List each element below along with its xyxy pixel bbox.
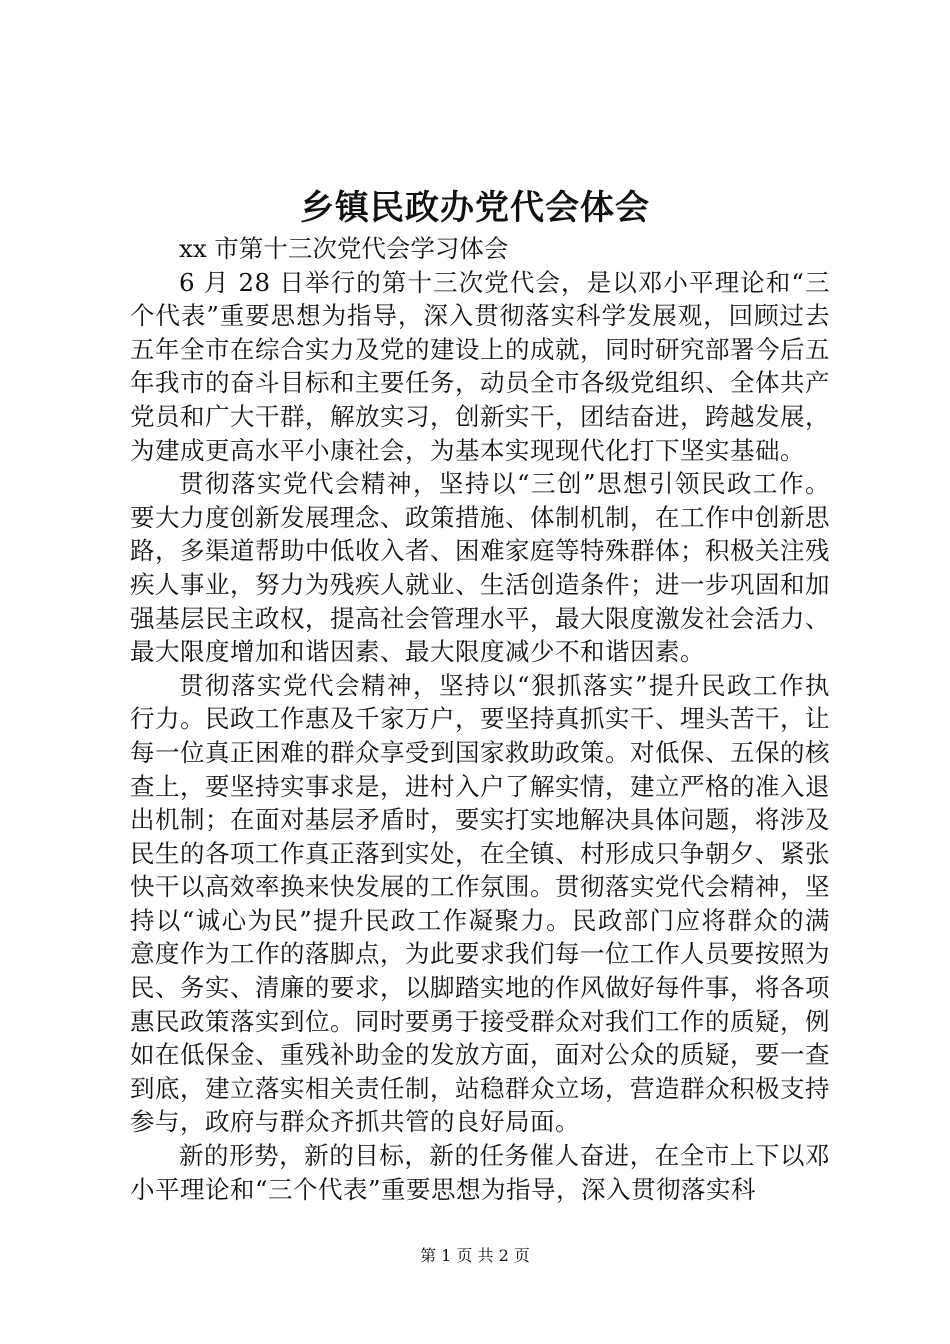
page-footer: 第 1 页 共 2 页 <box>420 1246 530 1265</box>
document-body <box>130 232 830 1206</box>
paragraph-1: 6 月 28 日举行的第十三次党代会，是以邓小平理论和“三个代表”重要思想为指导，深入贯彻落实科学发展观，回顾过去五年全市在综合实力及党的建设上的成就，同时研究部署今后五年我市的奋斗目标和主要任务，动员全市各级党组织、全体共产党员和广大干群，解放实习，创新实干，团结奋进，跨越发展，为建成更高水平小康社会，为基本实现现代化打下坚实基础。 <box>130 267 830 465</box>
document-subtitle: xx 市第十三次党代会学习体会 <box>179 234 509 263</box>
paragraph-2: 贯彻落实党代会精神，坚持以“三创”思想引领民政工作。要大力度创新发展理念、政策措施、体制机制，在工作中创新思路，多渠道帮助中低收入者、困难家庭等特殊群体；积极关注残疾人事业，努力为残疾人就业、生活创造条件；进一步巩固和加强基层民主政权，提高社会管理水平，最大限度激发社会活力、最大限度增加和谐因素、最大限度减少不和谐因素。 <box>130 469 830 667</box>
document-title: 乡镇民政办党代会体会 <box>300 188 650 228</box>
paragraph-4: 新的形势，新的目标，新的任务催人奋进，在全市上下以邓小平理论和“三个代表”重要思想为指导，深入贯彻落实科 <box>130 1141 830 1204</box>
paragraph-3: 贯彻落实党代会精神，坚持以“狠抓落实”提升民政工作执行力。民政工作惠及千家万户，要坚持真抓实干、埋头苦干，让每一位真正困难的群众享受到国家救助政策。对低保、五保的核查上，要坚持实事求是，进村入户了解实情，建立严格的准入退出机制；在面对基层矛盾时，要实打实地解决具体问题，将涉及民生的各项工作真正落到实处，在全镇、村形成只争朝夕、紧张快干以高效率换来快发展的工作氛围。贯彻落实党代会精神，坚持以“诚心为民”提升民政工作凝聚力。民政部门应将群众的满意度作为工作的落脚点，为此要求我们每一位工作人员要按照为民、务实、清廉的要求，以脚踏实地的作风做好每件事，将各项惠民政策落实到位。同时要勇于接受群众对我们工作的质疑，例如在低保金、重残补助金的发放方面，面对公众的质疑，要一查到底，建立落实相关责任制，站稳群众立场，营造群众积极支持参与，政府与群众齐抓共管的良好局面。 <box>130 670 830 1137</box>
